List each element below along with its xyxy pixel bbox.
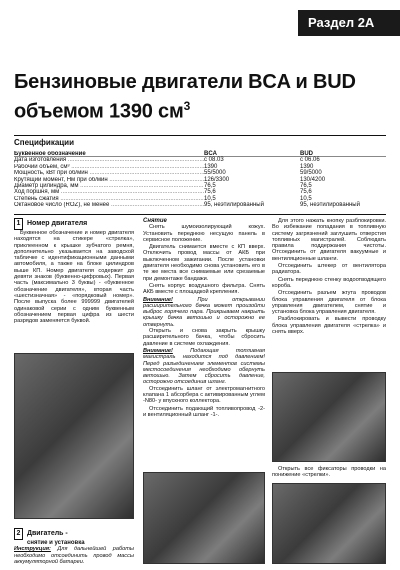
- paragraph: Снять корпус воздушного фильтра. Снять АКБ вместе с площадкой крепления.: [143, 282, 265, 296]
- spec-label: Диаметр цилиндра, мм .....: [14, 183, 204, 189]
- fuel-line-photo: [143, 472, 265, 564]
- paragraph: Отсоединить шланг от электромагнитного клапана 1 абсорбера с активированным углем -N80- у впускного коллектора.: [143, 385, 265, 405]
- wiring-photo: [272, 372, 386, 462]
- spec-value-bud: с 06.06: [300, 157, 320, 164]
- heading-engine-number: 1 Номер двигателя: [14, 218, 134, 230]
- spec-label: Рабочий объем, см³ .....: [14, 164, 204, 170]
- paragraph: Двигатель снимается вместе с КП вверх. Отключить провод массы от АКБ при выключенном зажигании. После установки двигателя необходимо снова установить его в те же места все снимаемые или срезаемые при демонтаже бандажи.: [143, 244, 265, 282]
- column-1-bottom: [14, 528, 134, 565]
- spec-value-bud: 95, неэтилированный: [300, 202, 360, 209]
- spec-value-bca: 126/3300: [204, 176, 230, 183]
- paragraph: Отсоединить подающий топливопровод -2- и вентиляционный шланг -1-.: [143, 405, 265, 418]
- section-divider: [14, 214, 386, 215]
- warning-note: Внимание! При открывании расширительного бачка может произойти выброс горячего пара. Прикрываем накрыть крышку бачка ветошью и осторожно ее отвернуть.: [143, 296, 265, 328]
- spec-value-bca: 55/5000: [204, 170, 226, 177]
- spec-heading: Спецификации: [14, 135, 386, 147]
- section-tag: Раздел 2А: [298, 10, 400, 36]
- spec-label: Мощность, кВт при об/мин .....: [14, 170, 204, 176]
- spec-value-bud: 59/5000: [300, 170, 322, 177]
- paragraph: Снять переднюю стенку водоотводящего короба.: [272, 276, 386, 289]
- paragraph: Отсоединить штекер от вентилятора радиатора.: [272, 263, 386, 276]
- spec-label: Степень сжатия .....: [14, 196, 204, 202]
- paragraph: Открыть и снова закрыть крышку расширительного бачка, чтобы сбросить давление в системе охлаждения.: [143, 328, 265, 347]
- title-line-2: объемом 1390 $см^3$: [14, 99, 191, 123]
- spec-value-bud: 130/4200: [300, 176, 326, 183]
- paragraph: Снять шумоизолирующий кожух. Установить переднюю несущую панель в сервисное положение.: [143, 224, 265, 243]
- spec-header-bca: BCA: [204, 151, 217, 157]
- spec-value-bca: 95, неэтилированный: [204, 202, 264, 209]
- paragraph: Открыть все фиксаторы проводки на понижение «стрелки».: [272, 466, 386, 479]
- paragraph: Отсоединить разъем жгута проводов блока управления двигателя от блока управления двигателем, снятие и установка блока управления двигателя.: [272, 290, 386, 316]
- heading-removal: Снятие: [143, 218, 167, 224]
- section-number: 2: [14, 528, 23, 540]
- spec-label: Крутящий момент, Нм при об/мин .....: [14, 177, 204, 183]
- spec-value-bud: 10,5: [300, 195, 312, 202]
- spec-row: [14, 202, 386, 208]
- spec-value-bca: с 08.03: [204, 157, 224, 164]
- column-1: [14, 218, 134, 325]
- column-2: [143, 218, 265, 419]
- spec-label: Дата изготовления .....: [14, 157, 204, 163]
- paragraph: Разблокировать и вывести проводку блока управления двигателя «стрелка» и снять вверх.: [272, 316, 386, 336]
- heading-engine-removal-sub: снятие и установка: [27, 540, 85, 546]
- spec-value-bca: 76,5: [204, 182, 216, 189]
- spec-label: Октановое число (ROZ), не менее .....: [14, 202, 204, 208]
- spec-header-bud: BUD: [300, 151, 313, 157]
- title-line-1: Бензиновые двигатели BCA и BUD: [14, 71, 356, 93]
- instruction-note: Инструкция: Для дальнейшей работы необходимо отсоединить провод массы аккумуляторной батареи.: [14, 546, 134, 565]
- spec-value-bca: 1390: [204, 163, 218, 170]
- spec-value-bud: 75,6: [300, 189, 312, 196]
- spec-value-bud: 1390: [300, 163, 314, 170]
- spec-header-label: Буквенное обозначение: [14, 151, 86, 157]
- column-3: [272, 218, 386, 336]
- spec-label: Ход поршня, мм .....: [14, 189, 204, 195]
- connector-photo: [272, 483, 386, 564]
- engine-photo: [14, 353, 134, 519]
- page-title: [14, 70, 356, 124]
- paragraph: Для этого нажать кнопку разблокировки. Во избежание попадания в топливную систему загрязнений заглушить отверстия топливных магистралей. Соблюдать правила поддержания чистоты. Отсоединить от двигателя вакуумные и вентиляционные шланги.: [272, 218, 386, 262]
- warning-note: Внимание! Подающая топливная магистраль находится под давлением! Перед разъединением элементов системы местосоединения необходимо обернуть ветошью. Затем сбросить давление, осторожно отсоединив шланг.: [143, 347, 265, 386]
- spec-value-bca: 75,6: [204, 189, 216, 196]
- spec-table: [14, 151, 386, 209]
- spec-value-bca: 10,5: [204, 195, 216, 202]
- spec-value-bud: 76,5: [300, 182, 312, 189]
- section-number: 1: [14, 218, 23, 230]
- column-3-tail: [272, 466, 386, 480]
- engine-number-text: Буквенное обозначение и номер двигателя находятся на стикере «стрелка», приклеенном к крышке зубчатого ремня, дополнительно указывается на заводской табличке с идентификационными данными автомобиля, а также на блоке цилиндров выше КП. Номер двигателя содержит до девяти знаков (буквенно-цифровых). Первая часть (максимально 3 буквы) - «буквенное обозначение двигателя», вторая часть «шестизначная» - «порядковый номер». После выпуска более 999999 двигателей одинаковой серии с одним буквенным обозначением первая цифра из шести разрядов заменяется буквой.: [14, 230, 134, 325]
- heading-engine-removal: 2 Двигатель -: [14, 528, 134, 540]
